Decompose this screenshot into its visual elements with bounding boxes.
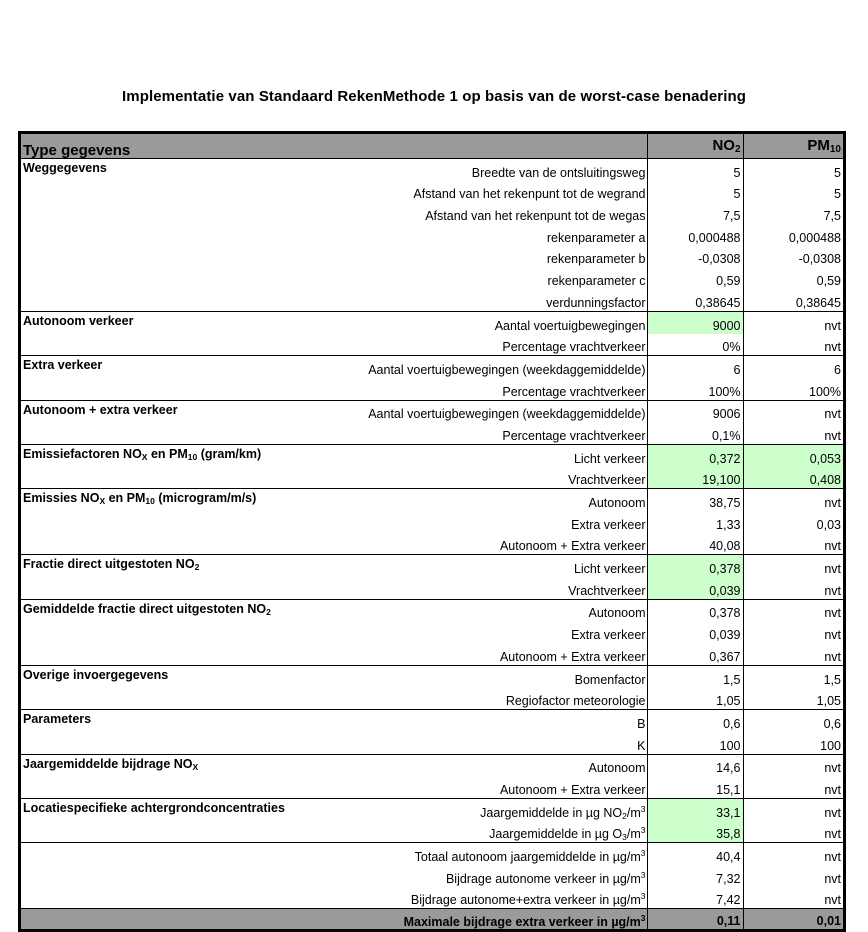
row-description: Extra verkeer: [571, 517, 646, 532]
no2-value: 5: [647, 159, 743, 181]
no2-value: 7,32: [647, 865, 743, 887]
no2-value: 15,1: [647, 776, 743, 798]
row-label-cell: [21, 422, 647, 444]
row-label-cell: [21, 202, 647, 224]
no2-value: 7,5: [647, 202, 743, 224]
table-row: [21, 865, 843, 887]
row-label-cell: [21, 643, 647, 665]
pm10-value: 100%: [743, 378, 843, 400]
no2-value: 33,1: [647, 798, 743, 820]
table-row: [21, 798, 843, 820]
row-description: Aantal voertuigbewegingen (weekdaggemiddelde): [368, 407, 646, 422]
row-description: Vrachtverkeer: [568, 583, 646, 598]
pm10-value: 0,408: [743, 467, 843, 489]
table-row: [21, 511, 843, 533]
row-label-cell: [21, 688, 647, 710]
row-label-cell: [21, 181, 647, 203]
row-label-cell: [21, 334, 647, 356]
no2-value: 0,039: [647, 621, 743, 643]
row-description: Bijdrage autonome verkeer in $\mu g/m^3$: [445, 869, 646, 886]
row-description: rekenparameter b: [546, 252, 646, 267]
row-label-cell: [21, 843, 647, 865]
pm10-value: 0,59: [743, 267, 843, 289]
row-description: rekenparameter a: [546, 230, 646, 245]
row-description: Percentage vrachtverkeer: [502, 340, 646, 355]
row-description: Breedte van de ontsluitingsweg: [471, 165, 646, 180]
no2-value: 6: [647, 356, 743, 378]
row-description: Autonoom + Extra verkeer: [499, 539, 646, 554]
row-description: Aantal voertuigbewegingen (weekdaggemiddelde): [368, 362, 646, 377]
header-no2: $NO_2$: [647, 134, 743, 159]
calculation-table: [18, 131, 846, 932]
row-label-cell: [21, 577, 647, 599]
pm10-value: nvt: [743, 311, 843, 333]
row-label-cell: [21, 710, 647, 732]
no2-value: 0,59: [647, 267, 743, 289]
no2-value: 0,378: [647, 599, 743, 621]
table-row: [21, 599, 843, 621]
row-label-cell: [21, 776, 647, 798]
page-title: Implementatie van Standaard RekenMethode 1 op basis van de worst-case benadering: [121, 88, 746, 105]
row-description: Autonoom + Extra verkeer: [499, 782, 646, 797]
table-row: [21, 289, 843, 311]
row-description: Autonoom: [588, 761, 646, 776]
category-label: Overige invoergegevens: [23, 667, 169, 682]
row-description: Autonoom + Extra verkeer: [499, 649, 646, 664]
table-row: [21, 577, 843, 599]
pm10-value: 6: [743, 356, 843, 378]
pm10-value: nvt: [743, 776, 843, 798]
table-row: [21, 665, 843, 687]
pm10-value: -0,0308: [743, 246, 843, 268]
row-label-cell: [21, 732, 647, 754]
pm10-value: 5: [743, 181, 843, 203]
row-label-cell: [21, 665, 647, 687]
table-row: [21, 356, 843, 378]
table-row: [21, 159, 843, 181]
category-label: Jaargemiddelde bijdrage $NO_X$: [23, 756, 199, 772]
pm10-value: 0,6: [743, 710, 843, 732]
pm10-value: 0,053: [743, 444, 843, 466]
no2-value: 1,33: [647, 511, 743, 533]
table-row: [21, 555, 843, 577]
table-row: [21, 267, 843, 289]
row-description: Bijdrage autonome+extra verkeer in $\mu g/m^3$: [410, 891, 646, 908]
pm10-value: nvt: [743, 798, 843, 820]
row-description: Jaargemiddelde in µg $O_3/m^3$: [489, 825, 646, 843]
table-row: [21, 489, 843, 511]
table-row: [21, 444, 843, 466]
no2-value: 0,1%: [647, 422, 743, 444]
no2-value: 9000: [647, 311, 743, 333]
no2-value: 1,5: [647, 665, 743, 687]
no2-value: 100%: [647, 378, 743, 400]
row-description: Licht verkeer: [573, 451, 646, 466]
row-description: Extra verkeer: [571, 628, 646, 643]
no2-value: 38,75: [647, 489, 743, 511]
pm10-value: nvt: [743, 334, 843, 356]
no2-value: 0,000488: [647, 224, 743, 246]
row-description: Afstand van het rekenpunt tot de wegas: [425, 209, 646, 224]
row-label-cell: [21, 378, 647, 400]
table-row: [21, 181, 843, 203]
row-label-cell: [21, 267, 647, 289]
row-description: Autonoom: [588, 606, 646, 621]
no2-value: 19,100: [647, 467, 743, 489]
no2-value: 0%: [647, 334, 743, 356]
row-label-cell: [21, 467, 647, 489]
no2-value: 9006: [647, 400, 743, 422]
row-description: verdunningsfactor: [546, 295, 646, 310]
no2-value: 40,4: [647, 843, 743, 865]
row-label-cell: [21, 599, 647, 621]
footer-no2-value: 0,11: [647, 909, 743, 930]
table-row: [21, 422, 843, 444]
pm10-value: nvt: [743, 821, 843, 843]
row-description: K: [637, 738, 646, 753]
row-description: rekenparameter c: [547, 274, 646, 289]
no2-value: 0,039: [647, 577, 743, 599]
table-row: [21, 334, 843, 356]
category-label: Autonoom verkeer: [23, 313, 134, 328]
pm10-value: nvt: [743, 754, 843, 776]
row-label-cell: [21, 159, 647, 181]
footer-pm10-value: 0,01: [743, 909, 843, 930]
category-label: Locatiespecifieke achtergrondconcentraties: [23, 800, 285, 815]
pm10-value: 1,5: [743, 665, 843, 687]
pm10-value: nvt: [743, 489, 843, 511]
no2-value: 0,38645: [647, 289, 743, 311]
category-label: Weggegevens: [23, 161, 107, 175]
no2-value: 0,378: [647, 555, 743, 577]
pm10-value: 0,000488: [743, 224, 843, 246]
header-type-gegevens: Type gegevens: [21, 134, 647, 159]
pm10-value: 0,38645: [743, 289, 843, 311]
no2-value: 35,8: [647, 821, 743, 843]
row-description: Percentage vrachtverkeer: [502, 428, 646, 443]
row-label-cell: [21, 798, 647, 820]
table-row: [21, 378, 843, 400]
table-row: [21, 710, 843, 732]
row-label-cell: [21, 289, 647, 311]
category-label: Parameters: [23, 712, 92, 727]
row-description: Regiofactor meteorologie: [505, 694, 646, 709]
row-description: Autonoom: [588, 496, 646, 510]
no2-value: 0,367: [647, 643, 743, 665]
no2-value: 1,05: [647, 688, 743, 710]
category-label: Emissies $NO_X$ en $PM_{10}$ (microgram/m/s): [23, 491, 257, 507]
category-label: Extra verkeer: [23, 358, 103, 373]
pm10-value: nvt: [743, 843, 843, 865]
category-label: Gemiddelde fractie direct uitgestoten $NO_2$: [23, 601, 271, 617]
table-row: [21, 821, 843, 843]
no2-value: -0,0308: [647, 246, 743, 268]
category-label: Emissiefactoren $NO_X$ en $PM_{10}$ (gram/km): [23, 446, 262, 462]
table-row: [21, 246, 843, 268]
pm10-value: nvt: [743, 599, 843, 621]
no2-value: 0,6: [647, 710, 743, 732]
pm10-value: nvt: [743, 621, 843, 643]
pm10-value: nvt: [743, 643, 843, 665]
pm10-value: 100: [743, 732, 843, 754]
pm10-value: nvt: [743, 400, 843, 422]
no2-value: 7,42: [647, 887, 743, 909]
table-row: [21, 400, 843, 422]
pm10-value: 7,5: [743, 202, 843, 224]
table-row: [21, 732, 843, 754]
row-description: Percentage vrachtverkeer: [502, 384, 646, 399]
table-row: [21, 533, 843, 555]
row-description: Licht verkeer: [573, 562, 646, 577]
row-label-cell: [21, 887, 647, 909]
pm10-value: 5: [743, 159, 843, 181]
pm10-value: 0,03: [743, 511, 843, 533]
pm10-value: nvt: [743, 887, 843, 909]
row-label-cell: [21, 311, 647, 333]
row-label-cell: [21, 246, 647, 268]
footer-label: Maximale bijdrage extra verkeer in $\mu g/m^3$: [21, 909, 647, 930]
row-description: Afstand van het rekenpunt tot de wegrand: [413, 187, 646, 202]
row-description: B: [637, 716, 646, 731]
row-description: Aantal voertuigbewegingen: [494, 318, 646, 333]
table-row: [21, 311, 843, 333]
table-row: [21, 776, 843, 798]
pm10-value: nvt: [743, 555, 843, 577]
table-footer-row: [21, 909, 843, 930]
row-label-cell: [21, 821, 647, 843]
table-header-row: [21, 134, 843, 159]
category-label: Autonoom + extra verkeer: [23, 402, 178, 417]
no2-value: 0,372: [647, 444, 743, 466]
table-row: [21, 887, 843, 909]
table-row: [21, 467, 843, 489]
row-description: Totaal autonoom jaargemiddelde in $\mu g/m^3$: [414, 848, 646, 864]
row-label-cell: [21, 224, 647, 246]
table-row: [21, 843, 843, 865]
no2-value: 40,08: [647, 533, 743, 555]
row-label-cell: [21, 754, 647, 776]
row-label-cell: [21, 621, 647, 643]
row-label-cell: [21, 865, 647, 887]
pm10-value: nvt: [743, 533, 843, 555]
row-label-cell: [21, 489, 647, 511]
row-description: Bomenfactor: [574, 672, 646, 687]
no2-value: 100: [647, 732, 743, 754]
row-description: Jaargemiddelde in µg $NO_2/m^3$: [480, 803, 646, 821]
no2-value: 14,6: [647, 754, 743, 776]
table-row: [21, 754, 843, 776]
table-row: [21, 224, 843, 246]
table-row: [21, 643, 843, 665]
row-label-cell: [21, 400, 647, 422]
row-description: Vrachtverkeer: [568, 473, 646, 488]
table-row: [21, 621, 843, 643]
pm10-value: 1,05: [743, 688, 843, 710]
table-row: [21, 202, 843, 224]
no2-value: 5: [647, 181, 743, 203]
pm10-value: nvt: [743, 577, 843, 599]
row-label-cell: [21, 511, 647, 533]
row-label-cell: [21, 555, 647, 577]
row-label-cell: [21, 356, 647, 378]
row-label-cell: [21, 444, 647, 466]
pm10-value: nvt: [743, 422, 843, 444]
header-pm10: $PM_{10}$: [743, 134, 843, 159]
category-label: Fractie direct uitgestoten $NO_2$: [23, 557, 200, 573]
pm10-value: nvt: [743, 865, 843, 887]
table-row: [21, 688, 843, 710]
row-label-cell: [21, 533, 647, 555]
